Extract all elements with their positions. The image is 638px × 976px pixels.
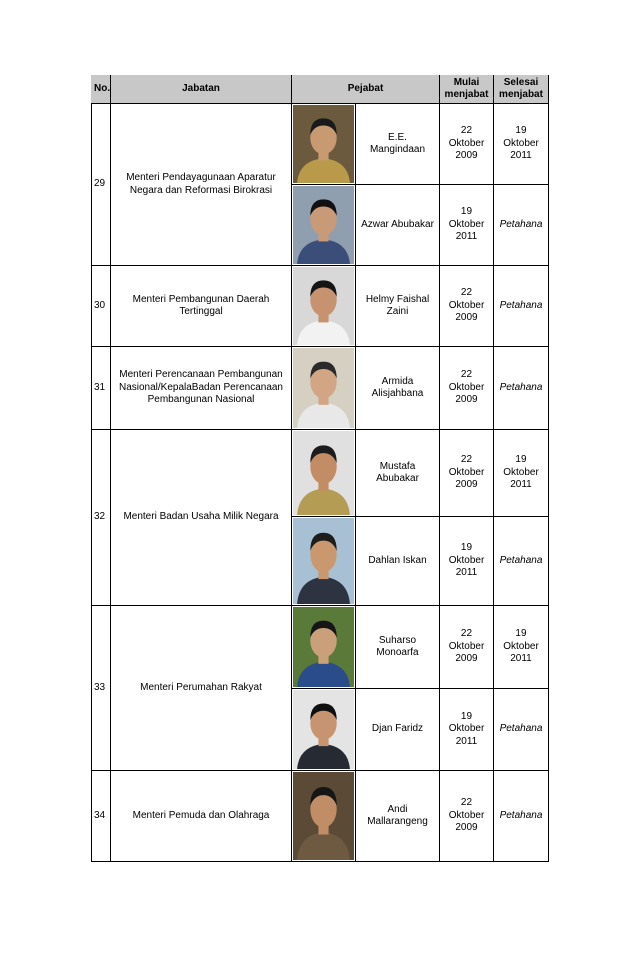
header-selesai-menjabat: Selesai menjabat: [494, 75, 549, 104]
end-date: Petahana: [494, 517, 549, 606]
start-date: 19 Oktober 2011: [440, 185, 494, 266]
portrait-andi-mallarangeng: [293, 772, 354, 860]
header-jabatan: Jabatan: [111, 75, 292, 104]
header-no: No.: [91, 75, 111, 104]
end-date: Petahana: [494, 266, 549, 347]
portrait-mangindaan: [293, 105, 354, 183]
jabatan-cell: Menteri Badan Usaha Milik Negara: [111, 430, 292, 606]
official-name: Dahlan Iskan: [356, 517, 440, 606]
official-photo: [292, 606, 356, 689]
start-date: 22 Oktober 2009: [440, 771, 494, 862]
jabatan-cell: Menteri Perencanaan Pembangunan Nasional/KepalaBadan Perencanaan Pembangunan Nasional: [111, 347, 292, 430]
portrait-dahlan-iskan: [293, 518, 354, 604]
official-photo: [292, 185, 356, 266]
official-name: Azwar Abubakar: [356, 185, 440, 266]
row-number: 33: [91, 606, 111, 771]
start-date: 19 Oktober 2011: [440, 517, 494, 606]
start-date: 19 Oktober 2011: [440, 689, 494, 771]
start-date: 22 Oktober 2009: [440, 606, 494, 689]
official-photo: [292, 771, 356, 862]
end-date: Petahana: [494, 771, 549, 862]
header-mulai-menjabat: Mulai menjabat: [440, 75, 494, 104]
jabatan-cell: Menteri Pembangunan Daerah Tertinggal: [111, 266, 292, 347]
official-name: Armida Alisjahbana: [356, 347, 440, 430]
official-photo: [292, 430, 356, 517]
start-date: 22 Oktober 2009: [440, 430, 494, 517]
row-number: 34: [91, 771, 111, 862]
start-date: 22 Oktober 2009: [440, 347, 494, 430]
end-date: Petahana: [494, 185, 549, 266]
official-name: Djan Faridz: [356, 689, 440, 771]
jabatan-cell: Menteri Perumahan Rakyat: [111, 606, 292, 771]
portrait-helmy-faishal-zaini: [293, 267, 354, 345]
portrait-mustafa-abubakar: [293, 431, 354, 515]
end-date: Petahana: [494, 689, 549, 771]
official-photo: [292, 347, 356, 430]
end-date: 19 Oktober 2011: [494, 104, 549, 185]
official-name: Andi Mallarangeng: [356, 771, 440, 862]
jabatan-cell: Menteri Pendayagunaan Aparatur Negara dan Reformasi Birokrasi: [111, 104, 292, 266]
start-date: 22 Oktober 2009: [440, 104, 494, 185]
end-date: 19 Oktober 2011: [494, 430, 549, 517]
portrait-djan-faridz: [293, 690, 354, 769]
end-date: Petahana: [494, 347, 549, 430]
row-number: 32: [91, 430, 111, 606]
official-name: Suharso Monoarfa: [356, 606, 440, 689]
jabatan-cell: Menteri Pemuda dan Olahraga: [111, 771, 292, 862]
portrait-azwar-abubakar: [293, 186, 354, 264]
start-date: 22 Oktober 2009: [440, 266, 494, 347]
row-number: 31: [91, 347, 111, 430]
portrait-armida-alisjahbana: [293, 348, 354, 428]
end-date: 19 Oktober 2011: [494, 606, 549, 689]
official-photo: [292, 266, 356, 347]
official-photo: [292, 689, 356, 771]
official-name: E.E. Mangindaan: [356, 104, 440, 185]
row-number: 30: [91, 266, 111, 347]
official-name: Mustafa Abubakar: [356, 430, 440, 517]
portrait-suharso-monoarfa: [293, 607, 354, 687]
header-pejabat: Pejabat: [292, 75, 440, 104]
official-name: Helmy Faishal Zaini: [356, 266, 440, 347]
row-number: 29: [91, 104, 111, 266]
official-photo: [292, 517, 356, 606]
official-photo: [292, 104, 356, 185]
